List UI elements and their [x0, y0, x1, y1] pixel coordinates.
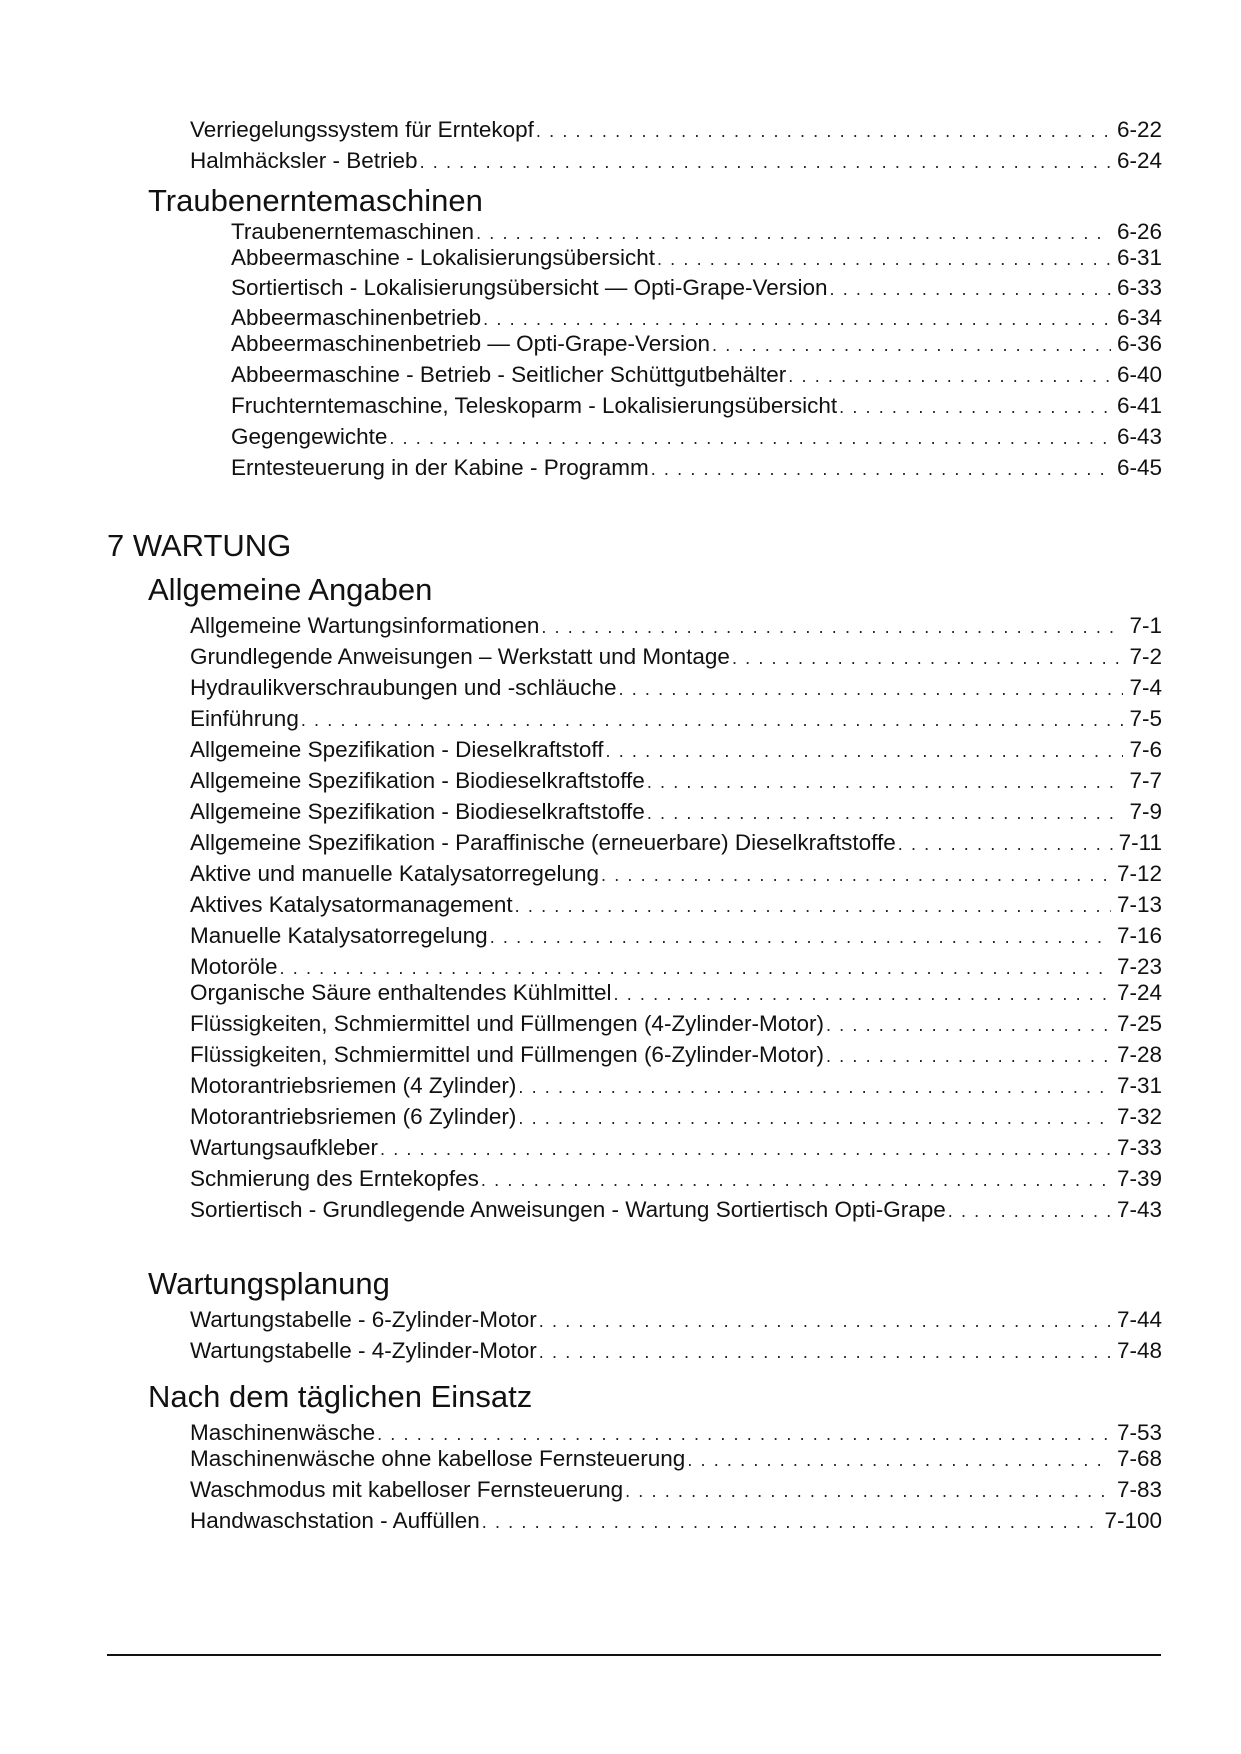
toc-entry-label: Abbeermaschine - Betrieb - Seitlicher Schüttgutbehälter	[231, 362, 787, 387]
toc-entry-page: 7-2	[1129, 644, 1162, 669]
leader-dots	[712, 333, 1111, 358]
leader-dots	[839, 395, 1111, 420]
leader-dots	[657, 247, 1111, 272]
toc-entry-label: Aktives Katalysatormanagement	[190, 892, 513, 917]
toc-entry[interactable]	[190, 1165, 1162, 1193]
toc-entry-page: 7-5	[1129, 706, 1162, 731]
leader-dots	[601, 863, 1111, 888]
toc-entry-page: 6-31	[1116, 245, 1162, 270]
toc-entry-page: 6-34	[1116, 305, 1162, 330]
leader-dots	[377, 1422, 1111, 1447]
toc-entry-page: 7-32	[1116, 1104, 1162, 1129]
leader-dots	[476, 221, 1111, 246]
toc-entry-label: Motorantriebsriemen (6 Zylinder)	[190, 1104, 517, 1129]
leader-dots	[539, 1309, 1111, 1334]
toc-entry-label: Schmierung des Erntekopfes	[190, 1166, 479, 1191]
toc-entry-page: 7-25	[1116, 1011, 1162, 1036]
toc-entry-label: Allgemeine Spezifikation - Dieselkraftstoff	[190, 737, 604, 762]
toc-entry-page: 6-24	[1116, 148, 1162, 173]
toc-entry-label: Sortiertisch - Lokalisierungsübersicht — Opti-Grape-Version	[231, 275, 828, 300]
toc-entry-label: Handwaschstation - Auffüllen	[190, 1508, 480, 1533]
leader-dots	[536, 119, 1111, 144]
leader-dots	[732, 646, 1124, 671]
section-heading-nach-dem-taeglichen-einsatz[interactable]: Nach dem täglichen Einsatz	[148, 1379, 533, 1414]
toc-entry-page: 7-16	[1116, 923, 1162, 948]
toc-entry[interactable]	[190, 1507, 1162, 1535]
leader-dots	[826, 1013, 1111, 1038]
toc-entry-label: Einführung	[190, 706, 299, 731]
leader-dots	[625, 1479, 1111, 1504]
leader-dots	[647, 770, 1124, 795]
toc-entry-label: Allgemeine Spezifikation - Biodieselkraftstoffe	[190, 768, 645, 793]
section-heading-wartungsplanung[interactable]: Wartungsplanung	[148, 1266, 390, 1301]
toc-entry-label: Maschinenwäsche ohne kabellose Fernsteuerung	[190, 1446, 686, 1471]
toc-entry[interactable]	[190, 1041, 1162, 1069]
toc-entry-page: 7-31	[1116, 1073, 1162, 1098]
toc-entry-label: Abbeermaschine - Lokalisierungsübersicht	[231, 245, 655, 270]
toc-entry-page: 6-41	[1116, 393, 1162, 418]
toc-entry-label: Allgemeine Spezifikation - Paraffinische (erneuerbare) Dieselkraftstoffe	[190, 830, 896, 855]
toc-entry-label: Abbeermaschinenbetrieb	[231, 305, 482, 330]
toc-entry-page: 7-23	[1116, 954, 1162, 979]
toc-entry-label: Maschinenwäsche	[190, 1420, 376, 1445]
toc-entry-label: Halmhäcksler - Betrieb	[190, 148, 418, 173]
toc-entry[interactable]	[190, 1072, 1162, 1100]
toc-entry-label: Waschmodus mit kabelloser Fernsteuerung	[190, 1477, 624, 1502]
toc-entry[interactable]	[231, 304, 1162, 332]
leader-dots	[619, 677, 1124, 702]
leader-dots	[651, 457, 1111, 482]
leader-dots	[515, 894, 1111, 919]
toc-entry[interactable]	[190, 979, 1162, 1007]
leader-dots	[380, 1137, 1111, 1162]
toc-entry[interactable]	[190, 674, 1162, 702]
leader-dots	[301, 708, 1124, 733]
leader-dots	[539, 1340, 1111, 1365]
toc-entry-label: Abbeermaschinenbetrieb — Opti-Grape-Version	[231, 331, 710, 356]
leader-dots	[481, 1168, 1111, 1193]
leader-dots	[647, 801, 1124, 826]
toc-entry[interactable]	[190, 736, 1162, 764]
toc-entry[interactable]	[190, 643, 1162, 671]
toc-entry[interactable]	[190, 891, 1162, 919]
toc-entry-page: 6-45	[1116, 455, 1162, 480]
toc-entry[interactable]	[190, 860, 1162, 888]
toc-entry-label: Wartungsaufkleber	[190, 1135, 379, 1160]
toc-entry-page: 7-12	[1116, 861, 1162, 886]
toc-entry[interactable]	[190, 705, 1162, 733]
toc-entry[interactable]	[190, 798, 1162, 826]
toc-entry[interactable]	[231, 274, 1162, 302]
footer-rule	[107, 1654, 1161, 1656]
toc-entry[interactable]	[190, 116, 1162, 144]
toc-entry-label: Traubenerntemaschinen	[231, 219, 475, 244]
toc-entry[interactable]	[190, 1103, 1162, 1131]
toc-entry[interactable]	[190, 147, 1162, 175]
leader-dots	[614, 982, 1111, 1007]
toc-entry[interactable]	[231, 454, 1162, 482]
toc-entry[interactable]	[231, 392, 1162, 420]
toc-entry[interactable]	[190, 922, 1162, 950]
toc-entry-label: Aktive und manuelle Katalysatorregelung	[190, 861, 599, 886]
toc-entry-page: 7-9	[1129, 799, 1162, 824]
toc-entry-label: Wartungstabelle - 4-Zylinder-Motor	[190, 1338, 537, 1363]
toc-entry[interactable]	[190, 612, 1162, 640]
toc-entry[interactable]	[190, 829, 1162, 857]
leader-dots	[948, 1199, 1111, 1224]
leader-dots	[788, 364, 1111, 389]
leader-dots	[541, 615, 1123, 640]
toc-entry[interactable]	[190, 1010, 1162, 1038]
toc-entry-page: 7-68	[1116, 1446, 1162, 1471]
leader-dots	[606, 739, 1124, 764]
toc-entry[interactable]	[231, 423, 1162, 451]
toc-entry-label: Sortiertisch - Grundlegende Anweisungen - Wartung Sortiertisch Opti-Grape	[190, 1197, 946, 1222]
toc-entry-label: Wartungstabelle - 6-Zylinder-Motor	[190, 1307, 537, 1332]
toc-entry-label: Flüssigkeiten, Schmiermittel und Füllmengen (4-Zylinder-Motor)	[190, 1011, 824, 1036]
toc-entry-label: Motorantriebsriemen (4 Zylinder)	[190, 1073, 517, 1098]
toc-entry-page: 7-1	[1129, 613, 1162, 638]
leader-dots	[490, 925, 1111, 950]
toc-entry-label: Gegengewichte	[231, 424, 388, 449]
leader-dots	[830, 277, 1111, 302]
chapter-heading[interactable]: 7 WARTUNG	[107, 528, 292, 563]
toc-entry-page: 7-100	[1104, 1508, 1162, 1533]
toc-entry-page: 7-43	[1116, 1197, 1162, 1222]
toc-entry-label: Organische Säure enthaltendes Kühlmittel	[190, 980, 612, 1005]
toc-entry-label: Flüssigkeiten, Schmiermittel und Füllmengen (6-Zylinder-Motor)	[190, 1042, 824, 1067]
section-heading-traubenerntemaschinen[interactable]: Traubenerntemaschinen	[148, 183, 483, 218]
toc-entry-page: 7-7	[1129, 768, 1162, 793]
section-heading-allgemeine-angaben[interactable]: Allgemeine Angaben	[148, 572, 433, 607]
toc-entry[interactable]	[231, 361, 1162, 389]
toc-entry-page: 7-83	[1116, 1477, 1162, 1502]
toc-entry[interactable]	[190, 1306, 1162, 1334]
leader-dots	[687, 1448, 1111, 1473]
toc-entry[interactable]	[190, 1476, 1162, 1504]
toc-entry-page: 6-22	[1116, 117, 1162, 142]
toc-entry-page: 7-13	[1116, 892, 1162, 917]
toc-entry-page: 6-26	[1116, 219, 1162, 244]
toc-entry[interactable]	[190, 767, 1162, 795]
toc-entry-label: Hydraulikverschraubungen und -schläuche	[190, 675, 617, 700]
toc-entry-page: 7-53	[1116, 1420, 1162, 1445]
toc-entry-label: Allgemeine Wartungsinformationen	[190, 613, 540, 638]
toc-entry-page: 7-28	[1116, 1042, 1162, 1067]
leader-dots	[482, 1510, 1099, 1535]
toc-entry-page: 6-36	[1116, 331, 1162, 356]
toc-entry-page: 7-24	[1116, 980, 1162, 1005]
toc-entry[interactable]	[190, 1196, 1162, 1224]
leader-dots	[826, 1044, 1111, 1069]
leader-dots	[483, 307, 1111, 332]
toc-entry-page: 6-43	[1116, 424, 1162, 449]
leader-dots	[518, 1075, 1111, 1100]
toc-entry-label: Motoröle	[190, 954, 278, 979]
toc-entry-page: 7-4	[1129, 675, 1162, 700]
toc-entry[interactable]	[231, 218, 1162, 246]
toc-entry-label: Manuelle Katalysatorregelung	[190, 923, 488, 948]
toc-entry-label: Allgemeine Spezifikation - Biodieselkraftstoffe	[190, 799, 645, 824]
toc-entry[interactable]	[190, 1337, 1162, 1365]
leader-dots	[898, 832, 1113, 857]
leader-dots	[518, 1106, 1111, 1131]
toc-entry-page: 7-33	[1116, 1135, 1162, 1160]
leader-dots	[420, 150, 1111, 175]
toc-entry-label: Verriegelungssystem für Erntekopf	[190, 117, 534, 142]
toc-entry-label: Erntesteuerung in der Kabine - Programm	[231, 455, 649, 480]
toc-entry-page: 7-11	[1118, 830, 1162, 855]
toc-entry-page: 7-48	[1116, 1338, 1162, 1363]
toc-entry-page: 6-40	[1116, 362, 1162, 387]
toc-entry-page: 7-6	[1129, 737, 1162, 762]
leader-dots	[389, 426, 1111, 451]
toc-entry[interactable]	[190, 1134, 1162, 1162]
toc-entry[interactable]	[190, 953, 1162, 981]
toc-entry-page: 7-39	[1116, 1166, 1162, 1191]
toc-entry-label: Fruchterntemaschine, Teleskoparm - Lokalisierungsübersicht	[231, 393, 838, 418]
toc-entry-page: 6-33	[1116, 275, 1162, 300]
toc-entry-page: 7-44	[1116, 1307, 1162, 1332]
toc-entry[interactable]	[190, 1445, 1162, 1473]
toc-entry[interactable]	[190, 1419, 1162, 1447]
toc-entry-label: Grundlegende Anweisungen – Werkstatt und Montage	[190, 644, 730, 669]
toc-entry[interactable]	[231, 330, 1162, 358]
leader-dots	[280, 956, 1111, 981]
toc-entry[interactable]	[231, 244, 1162, 272]
